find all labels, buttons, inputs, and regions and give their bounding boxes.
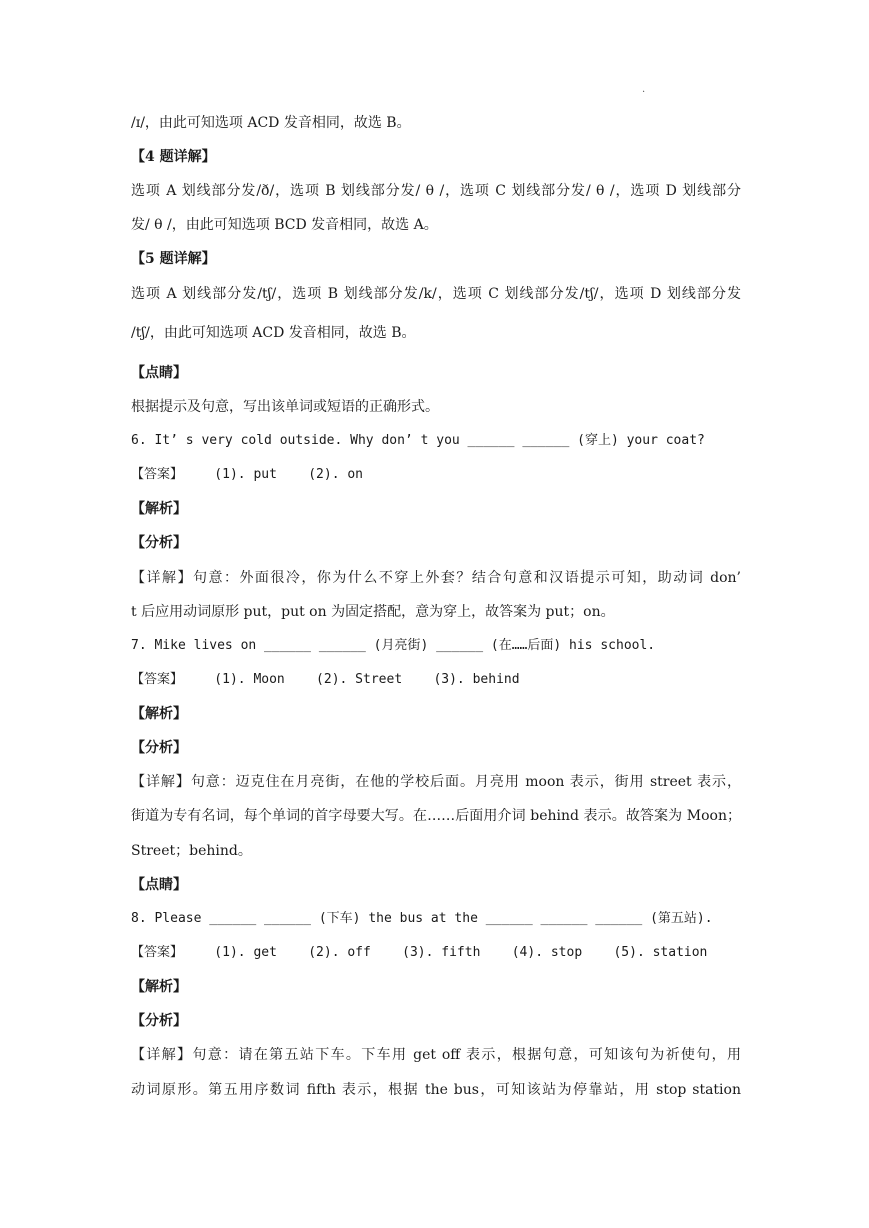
section-heading: 【分析】 [131, 740, 187, 756]
section-heading: 【点睛】 [131, 877, 187, 893]
section-heading: 【解析】 [131, 706, 187, 722]
section-heading: 【解析】 [131, 501, 187, 517]
text-line: 街道为专有名词，每个单词的首字母要大写。在……后面用介词 behind 表示。故答案为 Moon； [131, 808, 741, 824]
header-mark: . [642, 84, 646, 95]
section-heading: 【4 题详解】 [131, 149, 216, 165]
question-8: 8. Please ______ ______ (下车) the bus at the ______ ______ ______ (第五站). [131, 911, 713, 926]
section-heading: 【分析】 [131, 1013, 187, 1029]
text-line: 选项 A 划线部分发/ð/，选项 B 划线部分发/ θ /，选项 C 划线部分发/ θ /，选项 D 划线部分 [131, 183, 741, 199]
text-line: 发/ θ /，由此可知选项 BCD 发音相同，故选 A。 [131, 217, 438, 233]
text-line: t 后应用动词原形 put，put on 为固定搭配，意为穿上，故答案为 put；on。 [131, 604, 615, 620]
answer-7: 【答案】 (1). Moon (2). Street (3). behind [131, 672, 520, 687]
section-heading: 【5 题详解】 [131, 251, 216, 267]
answer-6: 【答案】 (1). put (2). on [131, 467, 364, 482]
text-line: 动词原形。第五用序数词 fifth 表示，根据 the bus，可知该站为停靠站，用 stop station [131, 1082, 741, 1098]
text-line: 【详解】句意：请在第五站下车。下车用 get off 表示，根据句意，可知该句为祈使句，用 [131, 1047, 741, 1063]
section-heading: 【点睛】 [131, 365, 187, 381]
text-line: /tʃ/，由此可知选项 ACD 发音相同，故选 B。 [131, 325, 416, 341]
section-heading: 【分析】 [131, 535, 187, 551]
question-7: 7. Mike lives on ______ ______ (月亮街) ______ (在……后面) his school. [131, 638, 656, 653]
question-6: 6. It’ s very cold outside. Why don’ t you ______ ______ (穿上) your coat? [131, 433, 705, 448]
text-line: 根据提示及句意，写出该单词或短语的正确形式。 [131, 399, 439, 415]
text-line: Street；behind。 [131, 843, 252, 859]
text-line: 【详解】句意：外面很冷，你为什么不穿上外套？结合句意和汉语提示可知，助动词 don’ [131, 570, 741, 586]
section-heading: 【解析】 [131, 979, 187, 995]
text-line: 【详解】句意：迈克住在月亮街，在他的学校后面。月亮用 moon 表示，街用 street 表示， [131, 774, 741, 790]
text-line: 选项 A 划线部分发/tʃ/，选项 B 划线部分发/k/，选项 C 划线部分发/tʃ/，选项 D 划线部分发 [131, 286, 741, 302]
text-line: /ɪ/，由此可知选项 ACD 发音相同，故选 B。 [131, 115, 411, 131]
answer-8: 【答案】 (1). get (2). off (3). fifth (4). stop (5). station [131, 945, 708, 960]
